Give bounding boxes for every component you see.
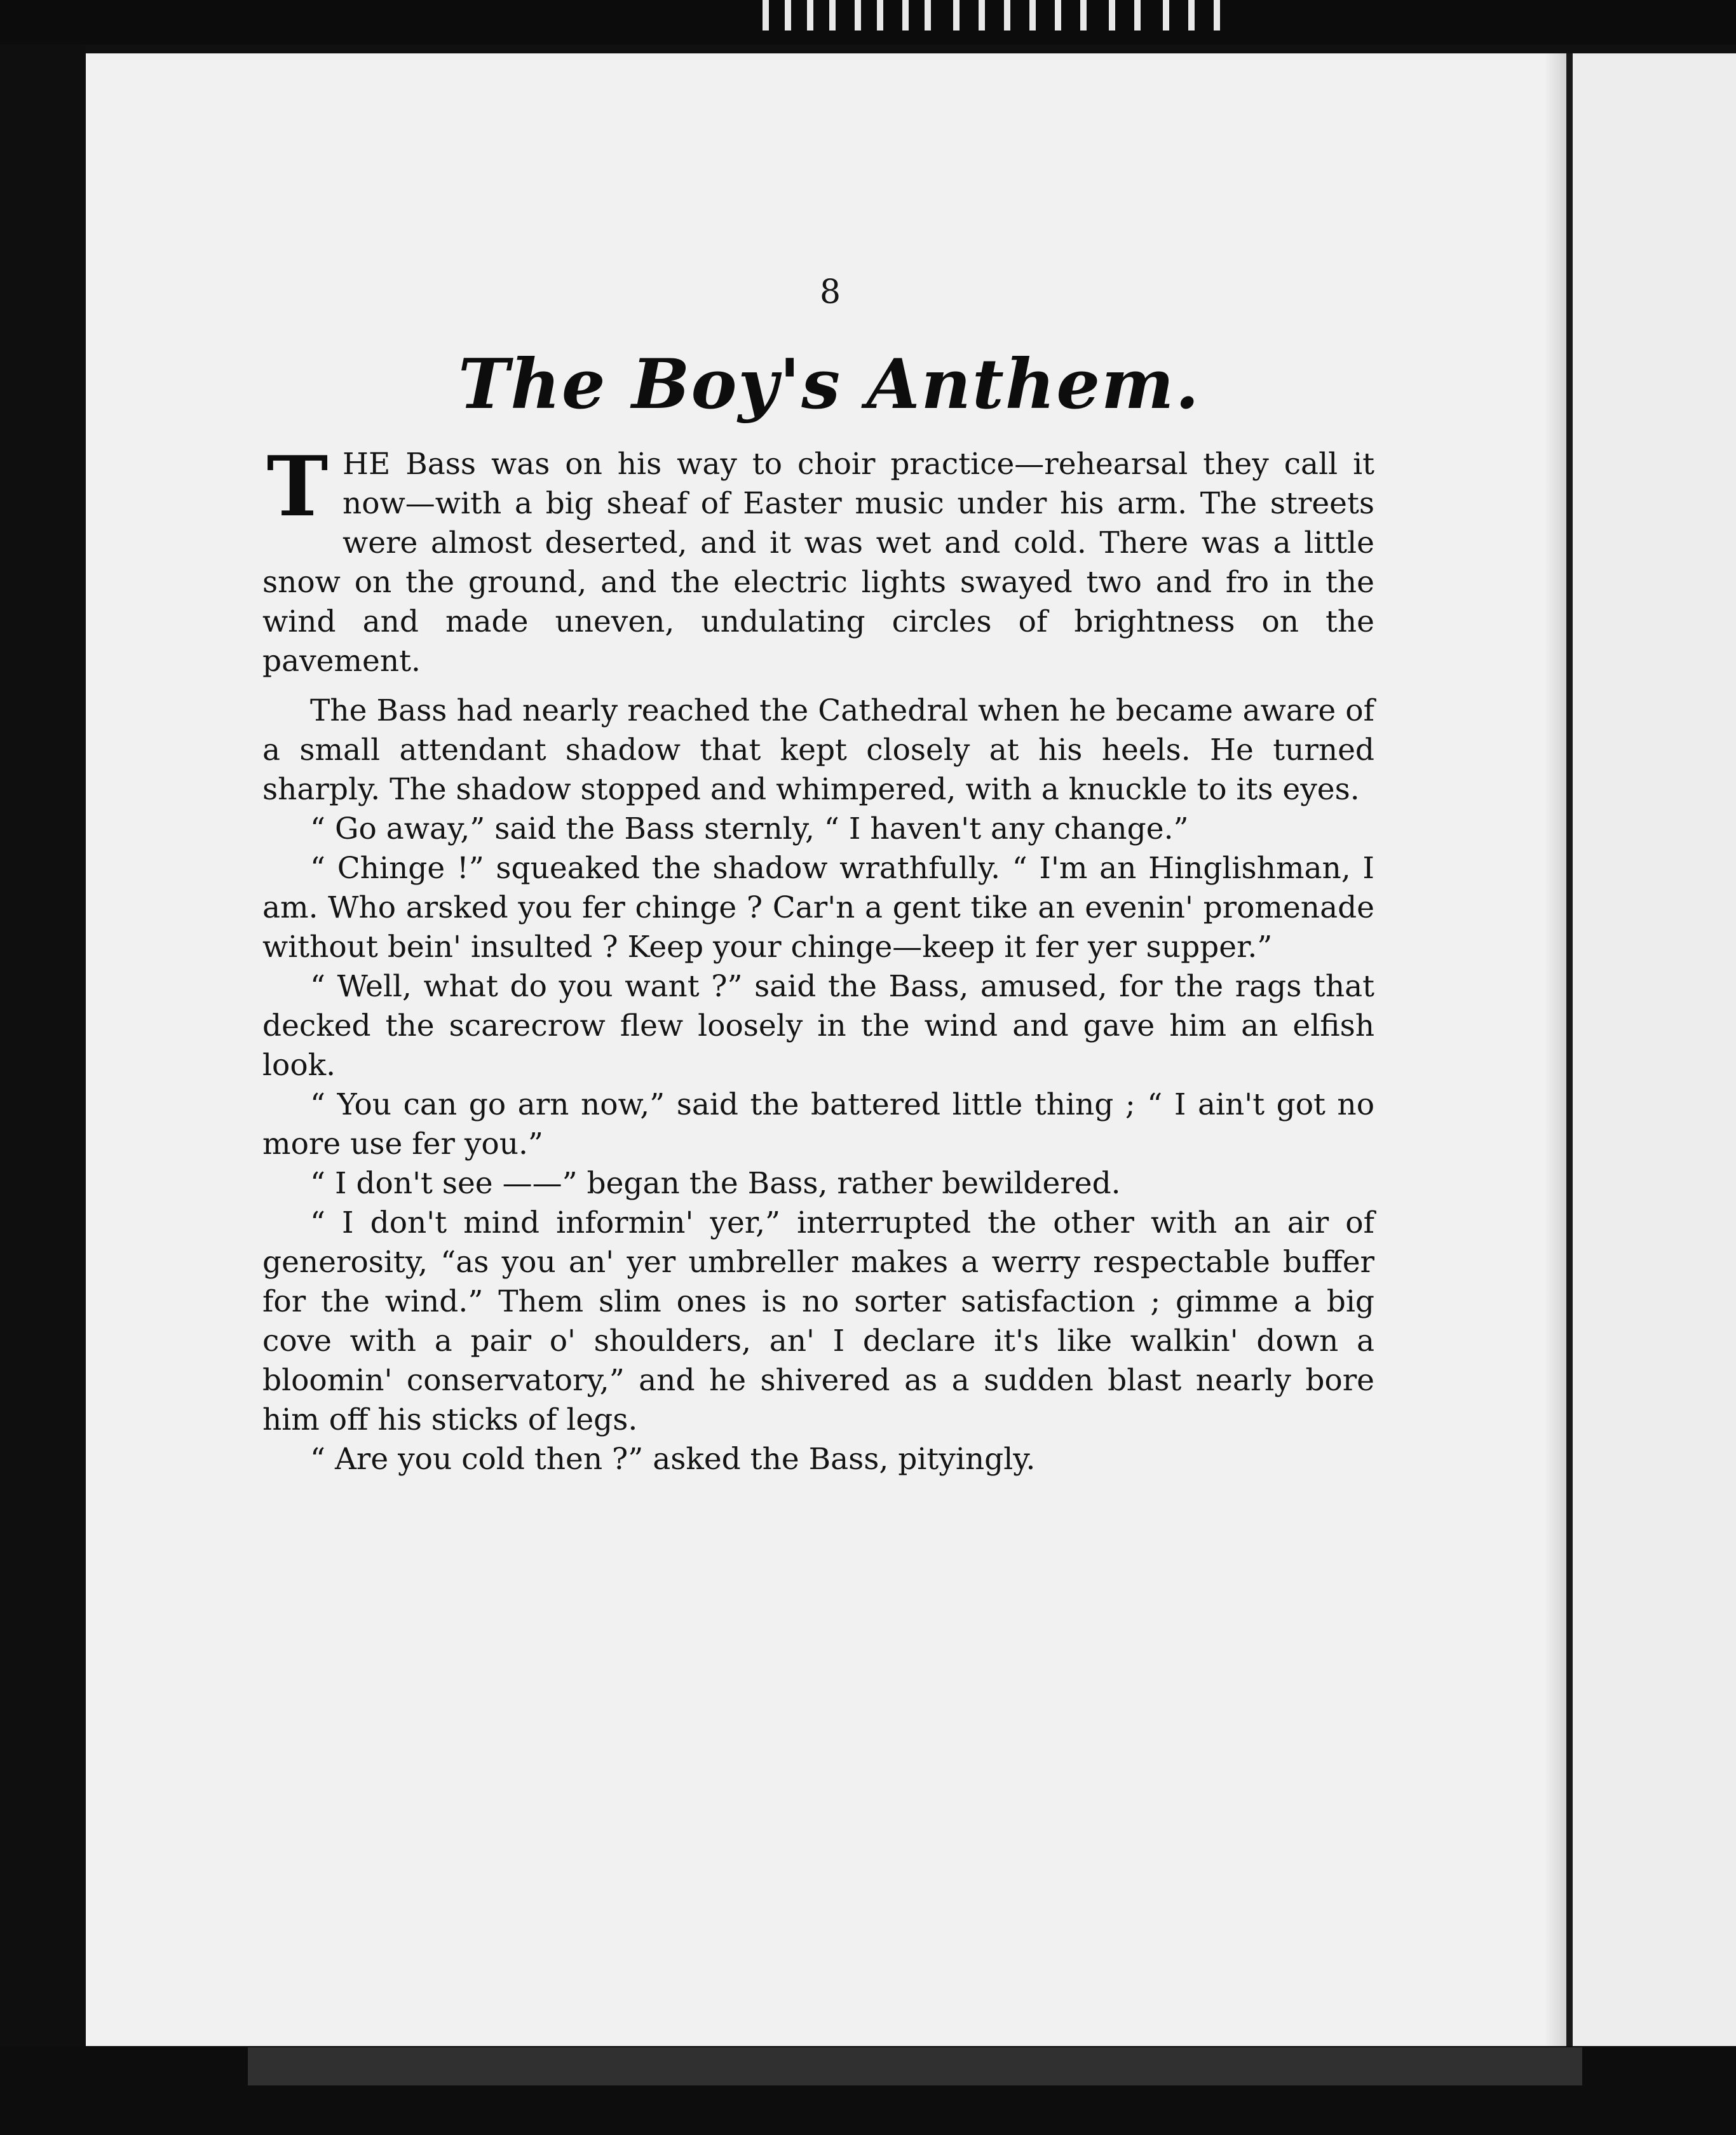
paragraph: “ You can go arn now,” said the battered little thing ; “ I ain't got no more use fer you.” <box>262 1087 1374 1162</box>
scan-border-left <box>0 0 86 2135</box>
scan-border-bottom <box>0 2046 1736 2135</box>
paragraph: “ Go away,” said the Bass sternly, “ I haven't any change.” <box>310 811 1189 846</box>
paragraph: The Bass had nearly reached the Cathedral when he became aware of a small attendant shadow that kept closely at his heels. He turned sharply. The shadow stopped and whimpered, with a knuckle to its eyes. <box>262 693 1374 807</box>
paragraph: “ I don't see ——” began the Bass, rather bewildered. <box>310 1166 1121 1201</box>
spine-shadow <box>1544 53 1566 2046</box>
page-title: The Boy's Anthem. <box>458 344 1201 424</box>
book-spine <box>1566 53 1573 2046</box>
paragraph: THE Bass was on his way to choir practice—rehearsal they call it now—with a big sheaf of Easter music under his arm. The streets were almost deserted, and it was wet and cold. There was a little snow on the ground, and the electric lights swayed two and fro in the wind and made uneven, undulating circles of brightness on the pavement. <box>262 438 1374 679</box>
paragraph: “ Chinge !” squeaked the shadow wrathfully. “ I'm an Hinglishman, I am. Who arsked you fer chinge ? Car'n a gent tike an evenin' promenade without bein' insulted ? Keep your chinge—keep it fer yer supper.” <box>262 851 1374 965</box>
paragraph: “ Well, what do you want ?” said the Bass, amused, for the rags that decked the scarecrow flew loosely in the wind and gave him an elfish look. <box>262 969 1374 1083</box>
page-stack-edge <box>248 2047 1582 2085</box>
drop-cap: T <box>266 438 329 535</box>
paragraph: “ Are you cold then ?” asked the Bass, pityingly. <box>310 1442 1036 1477</box>
paragraph: “ I don't mind informin' yer,” interrupted the other with an air of generosity, “as you an' yer umbreller makes a werry respectable buffer for the wind.” Them slim ones is no sorter satisfaction ; gimme a big cove with a pair o' shoulders, an' I declare it's like walkin' down a bloomin' conservatory,” and he shivered as a sudden blast nearly bore him off his sticks of legs. <box>262 1205 1374 1437</box>
facing-page-edge <box>1573 53 1736 2046</box>
scan-border-top <box>0 0 1736 44</box>
page-number: 8 <box>820 273 841 311</box>
body-text <box>262 438 1374 1479</box>
